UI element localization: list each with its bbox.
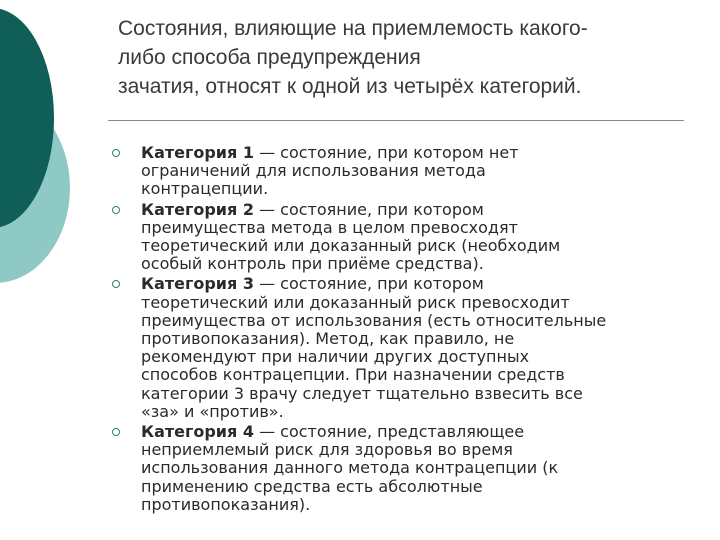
- category-list: [112, 144, 687, 516]
- item-line: особый контроль при приёме средства).: [141, 254, 484, 274]
- item-line: использования данного метода контрацепции (к: [141, 458, 559, 478]
- category-label: Категория 2: [141, 199, 254, 219]
- category-label: Категория 1: [141, 143, 254, 162]
- item-line: категории 3 врачу следует тщательно взвесить все: [141, 383, 583, 403]
- title-line: либо способа предупреждения: [118, 46, 421, 69]
- item-line: — состояние, при котором: [254, 274, 484, 294]
- slide-title: [118, 14, 698, 101]
- item-line: — состояние, представляющее: [254, 422, 525, 442]
- item-line: преимущества метода в целом превосходят: [141, 217, 518, 237]
- item-line: теоретический или доказанный риск превосходит: [141, 292, 570, 312]
- item-line: способов контрацепции. При назначении средств: [141, 365, 565, 385]
- item-line: противопоказания).: [141, 494, 311, 514]
- title-line: Состояния, влияющие на приемлемость какого-: [118, 17, 588, 40]
- item-line: рекомендуют при наличии других доступных: [141, 347, 530, 367]
- item-line: — состояние, при котором: [254, 199, 484, 219]
- title-line: зачатия, относят к одной из четырёх категорий.: [118, 75, 582, 98]
- item-line: контрацепции.: [141, 179, 269, 199]
- list-item-category-2: [112, 201, 687, 274]
- category-label: Категория 4: [141, 422, 254, 442]
- item-line: неприемлемый риск для здоровья во время: [141, 440, 513, 460]
- item-line: противопоказания). Метод, как правило, не: [141, 329, 515, 349]
- item-line: применению средства есть абсолютные: [141, 476, 483, 496]
- bullet-circle-icon: [112, 280, 120, 288]
- item-line: ограничений для использования метода: [141, 161, 486, 181]
- item-line: теоретический или доказанный риск (необходим: [141, 236, 561, 256]
- decorative-circles: [0, 0, 110, 300]
- item-text: [141, 201, 687, 274]
- item-line: преимущества от использования (есть относительные: [141, 310, 607, 330]
- bullet-circle-icon: [112, 206, 120, 214]
- title-divider: [108, 120, 684, 121]
- category-label: Категория 3: [141, 274, 254, 294]
- bullet-circle-icon: [112, 428, 120, 436]
- item-line: — состояние, при котором нет: [254, 143, 519, 162]
- item-text: [141, 144, 687, 199]
- list-item-category-3: [112, 275, 687, 421]
- bullet-circle-icon: [112, 149, 120, 157]
- item-text: [141, 275, 687, 421]
- item-text: [141, 423, 687, 514]
- list-item-category-4: [112, 423, 687, 514]
- item-line: «за» и «против».: [141, 401, 284, 421]
- list-item-category-1: [112, 144, 687, 199]
